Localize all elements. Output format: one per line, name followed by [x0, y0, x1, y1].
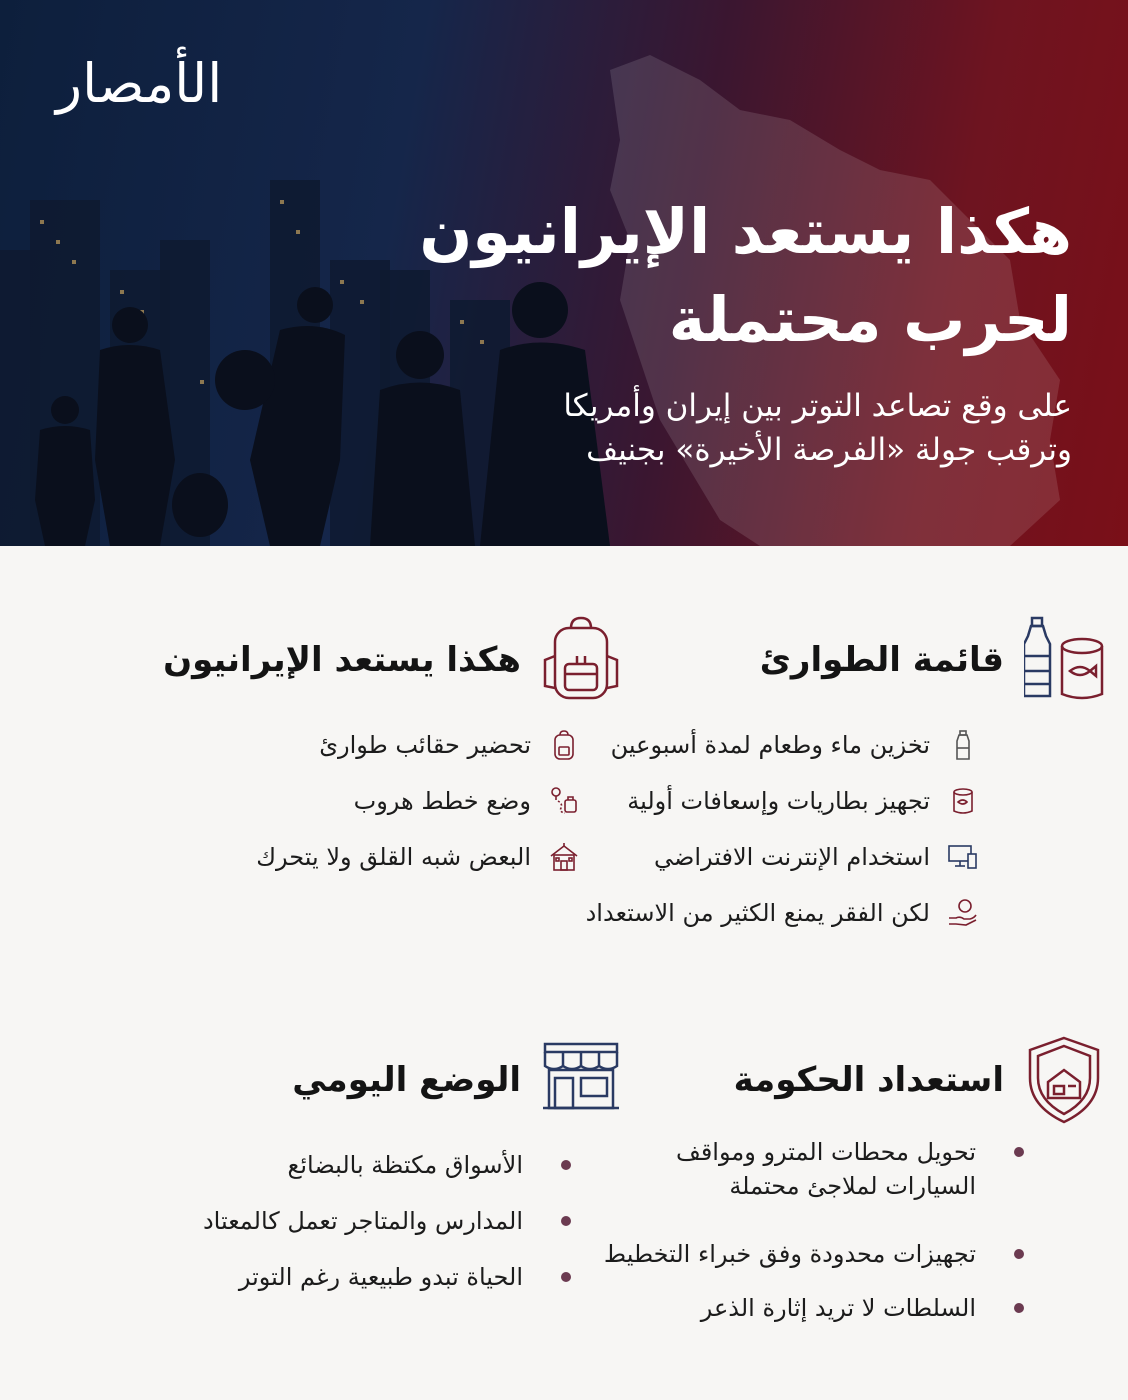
government-title: استعداد الحكومة — [733, 1060, 1004, 1100]
daily-items — [63, 1137, 571, 1305]
list-item-label: تجهيزات محدودة وفق خبراء التخطيط — [603, 1240, 976, 1268]
list-item-label: تجهيز بطاريات وإسعافات أولية — [627, 787, 930, 815]
list-item — [73, 773, 579, 829]
backpack-icon — [549, 730, 579, 760]
page-title — [372, 188, 1072, 364]
how-prepare-title: هكذا يستعد الإيرانيون — [163, 640, 521, 680]
title-line-1: هكذا يستعد الإيرانيون — [419, 195, 1072, 268]
bullet-dot — [1014, 1303, 1024, 1313]
list-item-label: الأسواق مكتظة بالبضائع — [287, 1151, 523, 1179]
food-can-icon — [948, 786, 978, 816]
daily-section — [63, 1035, 523, 1305]
shield-shelter-icon — [1024, 1036, 1104, 1124]
list-item-label: لكن الفقر يمنع الكثير من الاستعداد — [585, 899, 930, 927]
list-item-label: البعض شبه القلق ولا يتحرك — [256, 843, 531, 871]
list-item — [63, 1137, 571, 1193]
bullet-dot — [1014, 1147, 1024, 1157]
list-item-label: تحضير حقائب طوارئ — [319, 731, 531, 759]
list-item — [73, 829, 579, 885]
how-prepare-header — [73, 615, 621, 705]
list-item — [73, 717, 579, 773]
list-item — [478, 885, 978, 941]
subtitle-line-2: وترقب جولة «الفرصة الأخيرة» بجنيف — [586, 432, 1072, 468]
money-hand-icon — [948, 898, 978, 928]
storefront-icon — [541, 1036, 621, 1124]
brand-logo[interactable]: الأمصار — [56, 52, 223, 115]
list-item-label: الحياة تبدو طبيعية رغم التوتر — [238, 1263, 523, 1291]
how-prepare-items — [73, 717, 579, 885]
daily-header — [63, 1035, 621, 1125]
water-bottle-and-can-icon — [1024, 616, 1104, 704]
escape-route-icon — [549, 786, 579, 816]
subtitle-line-1: على وقع تصاعد التوتر بين إيران وأمريكا — [563, 388, 1072, 424]
hero-banner — [0, 0, 1128, 546]
list-item-label: وضع خطط هروب — [353, 787, 531, 815]
water-bottle-icon — [948, 730, 978, 760]
list-item-label: تحويل محطات المترو ومواقف السيارات لملاجئ محتملة — [675, 1138, 976, 1200]
house-icon — [549, 842, 579, 872]
daily-title: الوضع اليومي — [292, 1060, 521, 1100]
list-item — [63, 1193, 571, 1249]
list-item-label: السلطات لا تريد إثارة الذعر — [700, 1294, 976, 1322]
list-item-label: استخدام الإنترنت الافتراضي — [653, 843, 930, 871]
bullet-dot — [561, 1272, 571, 1282]
list-item — [63, 1249, 571, 1305]
list-item-label: المدارس والمتاجر تعمل كالمعتاد — [202, 1207, 523, 1235]
backpack-icon — [541, 616, 621, 704]
computer-icon — [948, 842, 978, 872]
bullet-dot — [1014, 1249, 1024, 1259]
bullet-dot — [561, 1216, 571, 1226]
list-item-label: تخزين ماء وطعام لمدة أسبوعين — [610, 731, 930, 759]
page-subtitle — [372, 384, 1072, 472]
emergency-list-title: قائمة الطوارئ — [759, 640, 1004, 680]
bullet-dot — [561, 1160, 571, 1170]
how-prepare-section — [73, 615, 531, 885]
title-line-2: لحرب محتملة — [668, 283, 1072, 356]
